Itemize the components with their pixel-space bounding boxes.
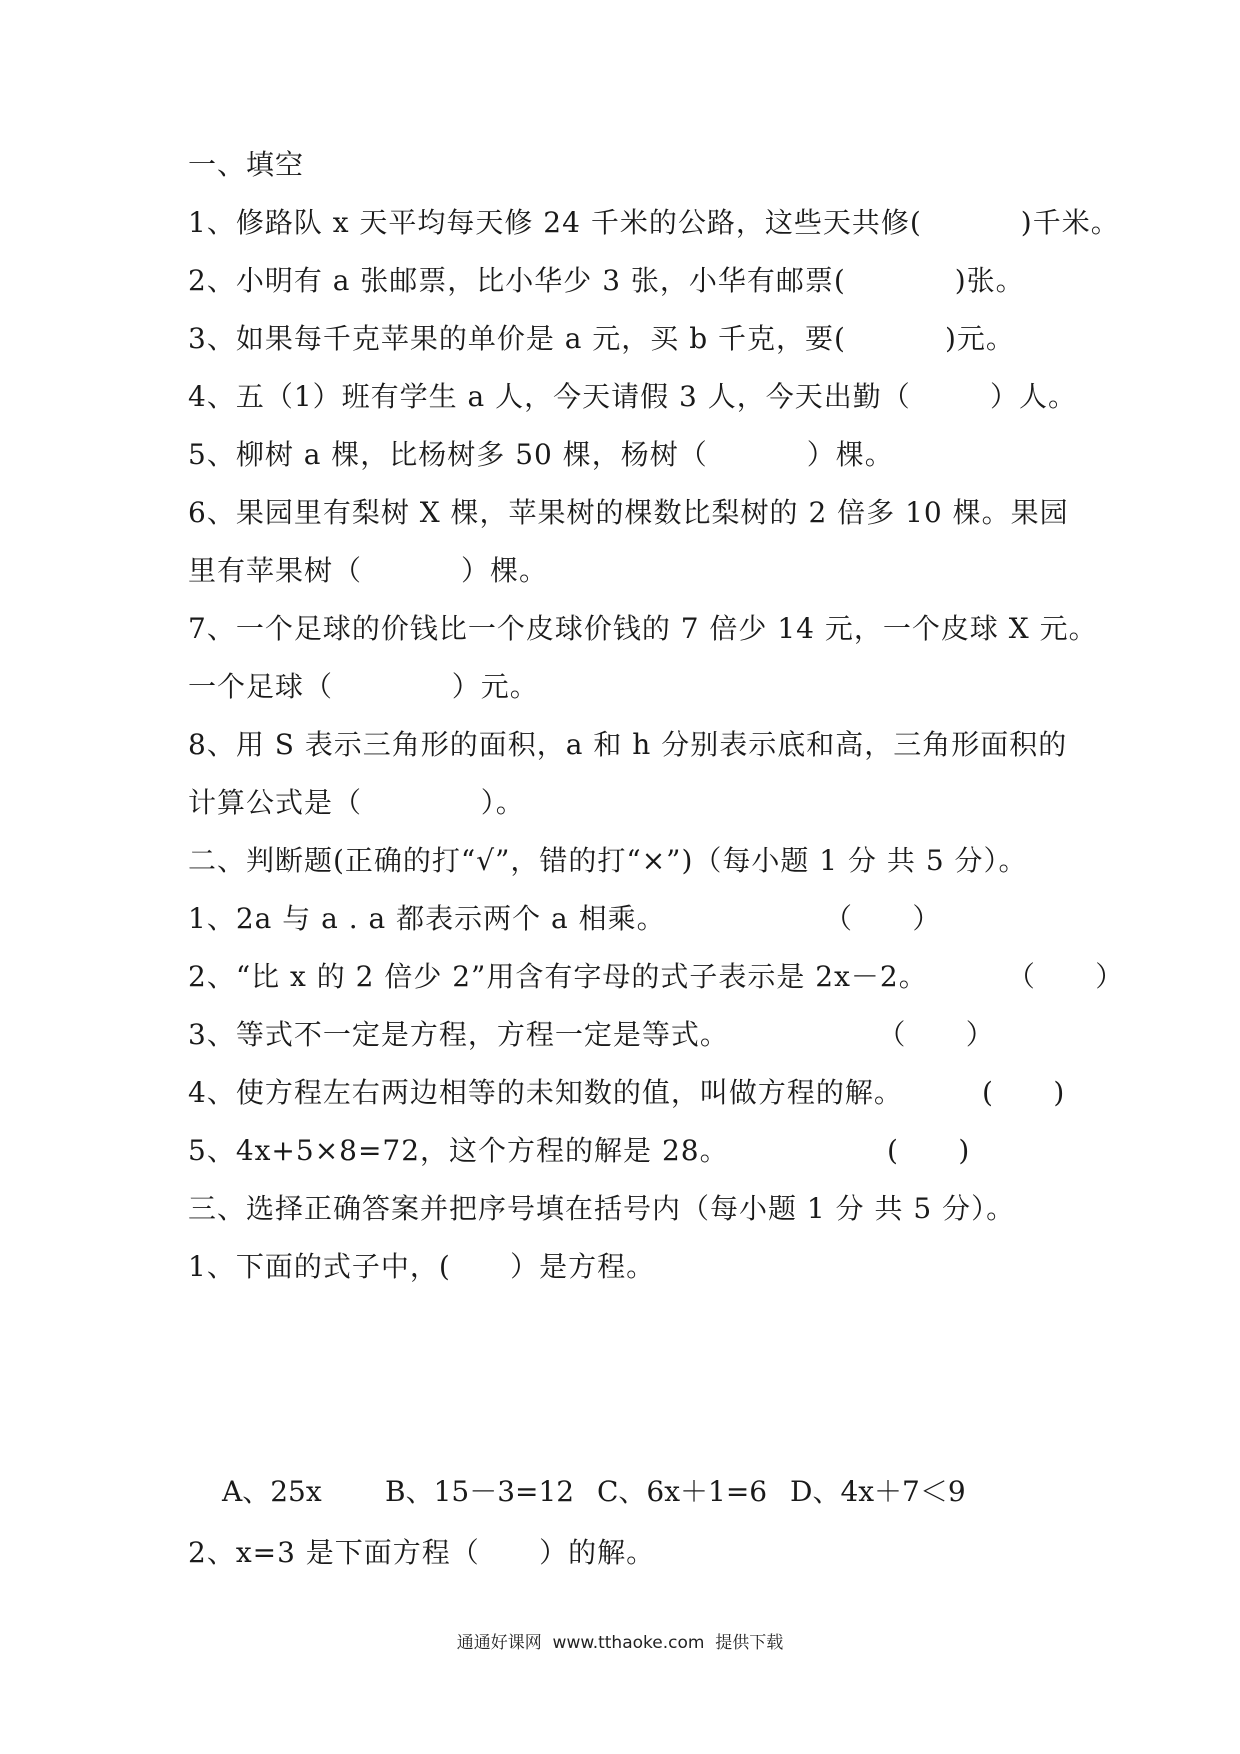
fill-item-6-line1: 6、果园里有梨树 X 棵，苹果树的棵数比梨树的 2 倍多 10 棵。果园 [188,496,1069,529]
fill-item-8-line1: 8、用 S 表示三角形的面积，a 和 h 分别表示底和高，三角形面积的 [188,728,1068,761]
fill-item-6-line2: 里有苹果树（ ）棵。 [188,554,549,587]
judge-item-3: 3、等式不一定是方程，方程一定是等式。 （ ） [188,1018,995,1051]
fill-item-2: 2、小明有 a 张邮票，比小华少 3 张，小华有邮票( )张。 [188,264,1025,297]
judge-item-4: 4、使方程左右两边相等的未知数的值，叫做方程的解。 ( ) [188,1076,1066,1109]
section2-heading: 二、判断题(正确的打“√”，错的打“×”)（每小题 1 分 共 5 分）。 [188,844,1028,877]
fill-item-4: 4、五（1）班有学生 a 人，今天请假 3 人，今天出勤（ ）人。 [188,380,1077,413]
judge-item-2: 2、“比 x 的 2 倍少 2”用含有字母的式子表示是 2x－2。 （ ） [188,960,1125,993]
footer-source-note: 通通好课网 www.tthaoke.com 提供下载 [456,1633,784,1653]
fill-item-1: 1、修路队 x 天平均每天修 24 千米的公路，这些天共修( )千米。 [188,206,1120,239]
choice-option-a: A、25x [222,1475,322,1508]
section1-heading: 一、填空 [188,148,305,181]
choice-question-2: 2、x=3 是下面方程（ ）的解。 [188,1536,656,1569]
choice-option-d: D、4x＋7＜9 [790,1475,966,1508]
judge-item-5: 5、4x+5×8=72，这个方程的解是 28。 ( ) [188,1134,971,1167]
fill-item-7-line2: 一个足球（ ）元。 [188,670,539,703]
fill-item-5: 5、柳树 a 棵，比杨树多 50 棵，杨树（ ）棵。 [188,438,894,471]
choice-option-b: B、15－3=12 [385,1475,575,1508]
fill-item-7-line1: 7、一个足球的价钱比一个皮球价钱的 7 倍少 14 元，一个皮球 X 元。 [188,612,1098,645]
fill-item-8-line2: 计算公式是（ ）。 [188,786,525,819]
section3-heading: 三、选择正确答案并把序号填在括号内（每小题 1 分 共 5 分）。 [188,1192,1016,1225]
fill-item-3: 3、如果每千克苹果的单价是 a 元，买 b 千克，要( )元。 [188,322,1015,355]
choice-option-c: C、6x＋1=6 [597,1475,768,1508]
judge-item-1: 1、2a 与 a . a 都表示两个 a 相乘。 （ ） [188,902,942,935]
choice-question-1: 1、下面的式子中，( ）是方程。 [188,1250,656,1283]
